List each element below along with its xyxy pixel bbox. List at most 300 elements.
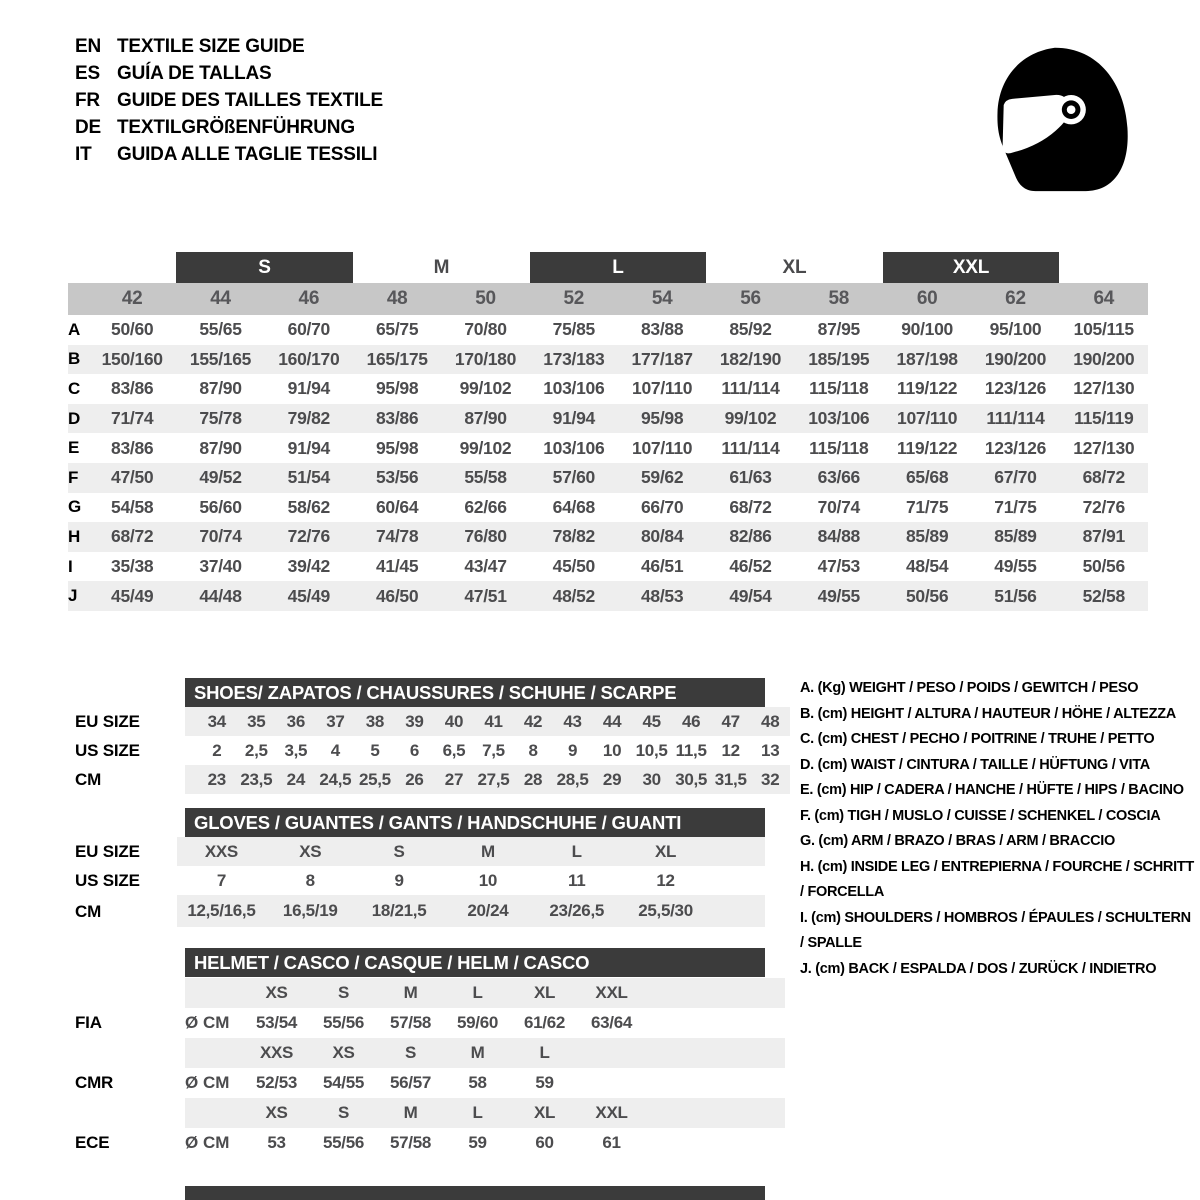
table-cell: 12 (721, 740, 740, 760)
table-cell: 11 (568, 870, 586, 890)
helmet-cmr-label: CMR (75, 1073, 114, 1092)
table-cell: 111/114 (721, 378, 780, 399)
table-cell: 27,5 (477, 769, 510, 789)
table-cell: 39 (405, 711, 424, 731)
size-table-row-f (68, 463, 1148, 493)
table-cell: L (472, 1103, 483, 1122)
shoes-us-size-row (185, 736, 790, 765)
table-cell: 10,5 (635, 740, 668, 760)
table-cell: 127/130 (1073, 378, 1135, 399)
language-title-list (75, 33, 383, 168)
table-cell: 40 (444, 711, 464, 731)
textile-size-table (68, 252, 1148, 611)
table-cell: 66/70 (640, 496, 684, 517)
table-cell: 58/62 (287, 496, 330, 517)
table-cell: 105/115 (1073, 319, 1134, 340)
gloves-us-size-row (177, 866, 765, 895)
table-cell: 35 (247, 711, 266, 731)
table-cell: 60 (535, 1133, 554, 1152)
page-title-fr: GUIDE DES TAILLES TEXTILE (117, 89, 383, 111)
language-code: EN (75, 35, 101, 57)
language-row-it (75, 141, 383, 168)
size-table-row-g (68, 493, 1148, 523)
size-table-row-b (68, 345, 1148, 375)
table-cell: 7 (216, 870, 226, 890)
table-cell: 57/58 (389, 1013, 432, 1032)
row-label: D (68, 408, 80, 428)
table-cell: 43 (563, 711, 582, 731)
table-cell: 55/56 (322, 1133, 365, 1152)
table-cell: 87/90 (464, 408, 507, 429)
language-row-es (75, 60, 383, 87)
table-cell: 58 (828, 288, 850, 309)
table-cell: M (403, 1103, 418, 1122)
table-cell: 25,5/30 (638, 901, 693, 920)
table-cell: 10 (478, 870, 498, 890)
table-cell: 75/78 (199, 408, 242, 429)
table-cell: 3,5 (284, 740, 308, 760)
gloves-eu-size-label: EU SIZE (75, 841, 140, 861)
row-label: I (68, 556, 73, 576)
table-cell: 99/102 (459, 437, 512, 458)
size-band-row (68, 252, 1148, 283)
table-cell: XXL (595, 1103, 628, 1122)
table-cell: 48 (761, 711, 780, 731)
table-cell: 111/114 (986, 408, 1045, 429)
table-cell: 74/78 (376, 526, 419, 547)
table-cell: 26 (405, 769, 424, 789)
table-cell: 61/62 (523, 1013, 566, 1032)
table-cell: 48/52 (552, 585, 595, 606)
table-cell: 27 (444, 769, 464, 789)
table-cell: XL (654, 841, 677, 861)
table-cell: S (337, 983, 350, 1002)
table-cell: 54/58 (111, 496, 154, 517)
table-cell: 71/75 (994, 496, 1037, 517)
table-cell: 53/56 (376, 467, 419, 488)
table-cell: 107/110 (897, 408, 958, 429)
table-cell: M (480, 841, 495, 861)
table-cell: 115/118 (809, 378, 869, 399)
table-cell: 46 (681, 711, 701, 731)
table-cell: XXS (259, 1043, 294, 1062)
table-cell: 42 (121, 288, 143, 309)
shoes-cm-row (185, 765, 790, 794)
table-cell: 75/85 (552, 319, 595, 340)
table-cell: 80/84 (640, 526, 684, 547)
table-cell: 11,5 (675, 740, 707, 760)
table-cell: 182/190 (719, 348, 782, 369)
size-table-row-h (68, 522, 1148, 552)
table-cell: 72/76 (1082, 496, 1125, 517)
measurement-legend (800, 676, 1198, 982)
language-row-fr (75, 87, 383, 114)
table-cell: 54 (651, 288, 673, 309)
helmet-ece-label: ECE (75, 1133, 110, 1152)
page-title-es: GUÍA DE TALLAS (117, 62, 272, 84)
table-cell: 59/60 (456, 1013, 499, 1032)
size-table-row-d (68, 404, 1148, 434)
table-cell: 29 (602, 769, 622, 789)
size-table-row-a (68, 315, 1148, 345)
table-cell: 123/126 (984, 437, 1047, 458)
table-cell: 63/66 (817, 467, 860, 488)
table-cell: 83/86 (111, 378, 154, 399)
table-cell: 12,5/16,5 (187, 901, 256, 920)
table-cell: 37/40 (199, 556, 242, 577)
table-cell: 32 (761, 769, 780, 789)
table-cell: 65/75 (376, 319, 419, 340)
table-cell: XXL (595, 983, 628, 1002)
table-cell: 50 (475, 288, 496, 309)
table-cell: 6 (409, 740, 419, 760)
table-cell: 18/21,5 (371, 901, 427, 920)
table-cell: 25,5 (358, 769, 391, 789)
table-cell: 2,5 (244, 740, 268, 760)
table-cell: 87/95 (817, 319, 860, 340)
language-code: IT (75, 143, 92, 165)
gloves-section-title: GLOVES / GUANTES / GANTS / HANDSCHUHE / GUANTI (185, 808, 765, 837)
table-cell: 95/100 (989, 319, 1042, 340)
table-cell: 70/74 (199, 526, 242, 547)
table-cell: 23,5 (240, 769, 273, 789)
table-cell: 47/50 (111, 467, 154, 488)
size-table-row-i (68, 552, 1148, 582)
table-cell: 71/75 (905, 496, 949, 517)
table-cell: 83/86 (111, 437, 154, 458)
table-cell: 155/165 (189, 348, 252, 369)
table-cell: 43/47 (464, 556, 507, 577)
table-cell: 31,5 (714, 769, 747, 789)
table-cell: 99/102 (459, 378, 512, 399)
table-cell: 61 (602, 1133, 621, 1152)
helmet-fia-label: FIA (75, 1013, 102, 1032)
table-cell: S (404, 1043, 417, 1062)
shoes-section-title: SHOES/ ZAPATOS / CHAUSSURES / SCHUHE / SCARPE (185, 678, 765, 707)
gloves-cm-row (177, 895, 765, 927)
table-cell: 85/92 (729, 319, 772, 340)
table-cell: 58 (468, 1073, 487, 1092)
table-cell: 30 (642, 769, 661, 789)
table-cell: 95/98 (376, 437, 419, 458)
table-cell: 23 (207, 769, 226, 789)
table-cell: L (539, 1043, 550, 1062)
table-cell: 127/130 (1073, 437, 1135, 458)
table-cell: 8 (305, 870, 315, 890)
table-cell: 13 (761, 740, 780, 760)
table-cell: 44 (602, 711, 622, 731)
table-cell: 160/170 (278, 348, 340, 369)
table-cell: 50/56 (1082, 556, 1125, 577)
table-cell: 39/42 (287, 556, 330, 577)
row-label: E (68, 438, 80, 458)
table-cell: 9 (567, 740, 578, 760)
table-cell: 185/195 (808, 348, 870, 369)
table-cell: 95/98 (376, 378, 419, 399)
table-cell: 2 (212, 740, 222, 760)
table-cell: 44 (210, 288, 231, 309)
table-cell: 42 (523, 711, 543, 731)
table-cell: 82/86 (729, 526, 772, 547)
table-cell: 76/80 (464, 526, 507, 547)
legend-item: D. (cm) WAIST / CINTURA / TAILLE / HÜFTUNG / VITA (800, 756, 1150, 773)
table-cell: XL (533, 983, 556, 1002)
table-cell: 51/54 (287, 467, 330, 488)
legend-item: H. (cm) INSIDE LEG / ENTREPIERNA / FOURCHE / SCHRITT / FORCELLA (800, 858, 1194, 900)
diameter-cm-label: Ø CM (185, 1013, 230, 1032)
table-cell: XS (265, 1103, 288, 1122)
helmet-ece-size-row (185, 1098, 785, 1128)
size-table-row-c (68, 374, 1148, 404)
table-cell: 103/106 (808, 408, 870, 429)
helmet-cmr-values-row (185, 1068, 785, 1098)
table-cell: 8 (528, 740, 538, 760)
shoes-us-size-label: US SIZE (75, 740, 140, 760)
table-cell: 72/76 (287, 526, 330, 547)
table-cell: 87/91 (1082, 526, 1125, 547)
table-cell: 23/26,5 (549, 901, 605, 920)
table-cell: 57/60 (552, 467, 595, 488)
table-cell: 67/70 (994, 467, 1037, 488)
table-cell: 55/56 (322, 1013, 365, 1032)
table-cell: 70/74 (817, 496, 860, 517)
gloves-eu-size-row (177, 837, 765, 866)
table-cell: 56/57 (389, 1073, 432, 1092)
table-cell: 55/58 (464, 467, 507, 488)
table-cell: 62/66 (464, 496, 507, 517)
size-band-xxl: XXL (883, 252, 1059, 283)
helmet-cmr-size-row (185, 1038, 785, 1068)
table-cell: 59 (535, 1073, 554, 1092)
helmet-fia-size-row (185, 978, 785, 1008)
table-cell: 68/72 (111, 526, 154, 547)
row-label: H (68, 526, 80, 546)
table-cell: 41 (484, 711, 503, 731)
table-cell: 70/80 (464, 319, 507, 340)
table-cell: 52/53 (255, 1073, 298, 1092)
legend-item: A. (Kg) WEIGHT / PESO / POIDS / GEWITCH / PESO (800, 680, 1139, 696)
racing-helmet-icon (982, 40, 1137, 198)
table-cell: 52/58 (1082, 585, 1125, 606)
table-cell: 115/118 (809, 437, 869, 458)
table-cell: S (393, 841, 405, 861)
table-cell: 56 (740, 288, 761, 309)
page-title-en: TEXTILE SIZE GUIDE (117, 35, 305, 57)
language-code: ES (75, 62, 100, 84)
table-cell: 119/122 (897, 378, 958, 399)
diameter-cm-label: Ø CM (185, 1073, 230, 1092)
table-cell: 95/98 (640, 408, 684, 429)
gloves-cm-label: CM (75, 901, 102, 921)
table-cell: 50/60 (111, 319, 154, 340)
legend-item: G. (cm) ARM / BRAZO / BRAS / ARM / BRACCIO (800, 833, 1115, 849)
table-cell: XS (265, 983, 288, 1002)
table-cell: 30,5 (675, 769, 708, 789)
table-cell: 52 (563, 288, 585, 309)
table-cell: 91/94 (287, 437, 330, 458)
row-label: J (68, 586, 78, 606)
table-cell: 49/55 (817, 585, 860, 606)
table-cell: XS (299, 841, 322, 861)
row-label: F (68, 467, 79, 487)
size-table-row-e (68, 433, 1148, 463)
table-cell: XS (332, 1043, 355, 1062)
table-cell: 45/50 (552, 556, 595, 577)
table-cell: 24,5 (319, 769, 352, 789)
size-band-s: S (176, 252, 353, 283)
table-cell: 99/102 (724, 408, 777, 429)
table-cell: 60 (916, 288, 938, 309)
table-cell: 48/53 (640, 585, 684, 606)
table-cell: 34 (207, 711, 226, 731)
table-cell: 9 (394, 870, 404, 890)
table-cell: 6,5 (442, 740, 466, 760)
page-title-it: GUIDA ALLE TAGLIE TESSILI (117, 143, 378, 165)
table-cell: XL (533, 1103, 556, 1122)
table-cell: 36 (286, 711, 305, 731)
table-cell: 68/72 (729, 496, 772, 517)
legend-item: I. (cm) SHOULDERS / HOMBROS / ÉPAULES / SCHULTERN / SPALLE (800, 909, 1191, 951)
table-cell: 48/54 (905, 556, 949, 577)
table-cell: 64 (1093, 288, 1115, 309)
table-cell: 190/200 (1073, 348, 1135, 369)
size-band-m: M (433, 256, 450, 278)
table-cell: 62 (1005, 288, 1026, 309)
shoes-eu-size-label: EU SIZE (75, 711, 140, 731)
shoes-eu-size-row (185, 707, 790, 736)
helmet-ece-values-row (185, 1128, 785, 1158)
table-cell: 4 (330, 740, 340, 760)
table-cell: 47 (721, 711, 740, 731)
table-cell: 5 (370, 740, 380, 760)
table-cell: 38 (365, 711, 385, 731)
table-cell: 35/38 (111, 556, 154, 577)
row-label: G (68, 497, 81, 517)
table-cell: 103/106 (543, 378, 605, 399)
table-cell: 46/50 (376, 585, 419, 606)
table-cell: 190/200 (984, 348, 1047, 369)
table-cell: 68/72 (1082, 467, 1125, 488)
table-cell: 60/70 (287, 319, 330, 340)
table-cell: 49/52 (199, 467, 242, 488)
table-cell: S (337, 1103, 350, 1122)
table-cell: 46/51 (640, 556, 684, 577)
table-cell: 46/52 (729, 556, 772, 577)
table-cell: 90/100 (901, 319, 953, 340)
language-code: DE (75, 116, 101, 138)
table-cell: 83/88 (640, 319, 684, 340)
language-code: FR (75, 89, 100, 111)
table-cell: 115/119 (1074, 408, 1134, 429)
table-cell: 45/49 (111, 585, 154, 606)
table-cell: 63/64 (590, 1013, 633, 1032)
table-cell: 85/89 (905, 526, 949, 547)
legend-item: F. (cm) TIGH / MUSLO / CUISSE / SCHENKEL / COSCIA (800, 807, 1161, 824)
table-cell: M (470, 1043, 485, 1062)
table-cell: 87/90 (199, 378, 242, 399)
table-cell: 64/68 (552, 496, 595, 517)
table-cell: 85/89 (994, 526, 1037, 547)
table-cell: 91/94 (552, 408, 595, 429)
table-cell: 170/180 (454, 348, 517, 369)
page-title-de: TEXTILGRÖßENFÜHRUNG (117, 116, 355, 138)
table-cell: 49/55 (994, 556, 1037, 577)
table-cell: 24 (286, 769, 305, 789)
size-band-xl: XL (782, 256, 807, 278)
table-cell: 65/68 (905, 467, 949, 488)
table-cell: L (571, 841, 582, 861)
table-cell: 173/183 (543, 348, 605, 369)
table-cell: 44/48 (199, 585, 242, 606)
table-cell: 91/94 (287, 378, 330, 399)
table-cell: 59 (468, 1133, 487, 1152)
table-cell: 84/88 (817, 526, 860, 547)
row-label: C (68, 378, 80, 398)
table-cell: 165/175 (366, 348, 428, 369)
table-cell: 150/160 (101, 348, 163, 369)
row-label: B (68, 349, 80, 369)
table-cell: 55/65 (199, 319, 242, 340)
helmet-section-title: HELMET / CASCO / CASQUE / HELM / CASCO (185, 948, 765, 977)
table-cell: 47/51 (464, 585, 507, 606)
table-cell: 61/63 (729, 467, 772, 488)
table-cell: 53 (267, 1133, 286, 1152)
table-cell: 10 (602, 740, 622, 760)
legend-item: E. (cm) HIP / CADERA / HANCHE / HÜFTE / HIPS / BACINO (800, 782, 1184, 798)
column-header-row (68, 283, 1148, 315)
table-cell: 59/62 (640, 467, 684, 488)
table-cell: 119/122 (897, 437, 958, 458)
table-cell: 45 (642, 711, 661, 731)
size-band-l: L (530, 252, 706, 283)
bottom-divider-bar (185, 1186, 765, 1200)
table-cell: 60/64 (376, 496, 419, 517)
diameter-cm-label: Ø CM (185, 1133, 230, 1152)
language-row-en (75, 33, 383, 60)
table-cell: 51/56 (994, 585, 1037, 606)
table-cell: 7,5 (482, 740, 505, 760)
table-cell: 28 (523, 769, 543, 789)
table-cell: 46 (298, 288, 320, 309)
table-cell: 47/53 (817, 556, 860, 577)
table-cell: 71/74 (111, 408, 154, 429)
language-row-de (75, 114, 383, 141)
table-cell: 45/49 (287, 585, 330, 606)
shoes-cm-label: CM (75, 769, 102, 789)
table-cell: 111/114 (721, 437, 780, 458)
table-cell: 16,5/19 (282, 901, 338, 920)
gloves-us-size-label: US SIZE (75, 870, 140, 890)
legend-item: B. (cm) HEIGHT / ALTURA / HAUTEUR / HÖHE / ALTEZZA (800, 705, 1176, 722)
table-cell: 57/58 (389, 1133, 432, 1152)
table-cell: 87/90 (199, 437, 242, 458)
legend-item: J. (cm) BACK / ESPALDA / DOS / ZURÜCK / INDIETRO (800, 960, 1157, 977)
table-cell: 28,5 (556, 769, 589, 789)
table-cell: 187/198 (896, 348, 958, 369)
table-cell: M (403, 983, 418, 1002)
table-cell: 123/126 (984, 378, 1047, 399)
table-cell: 12 (656, 870, 675, 890)
table-cell: 83/86 (376, 408, 419, 429)
legend-item: C. (cm) CHEST / PECHO / POITRINE / TRUHE / PETTO (800, 731, 1155, 747)
table-cell: 53/54 (255, 1013, 298, 1032)
table-cell: XXS (204, 841, 238, 861)
table-cell: 103/106 (543, 437, 605, 458)
table-cell: 78/82 (552, 526, 595, 547)
table-cell: 107/110 (632, 378, 693, 399)
table-cell: L (472, 983, 483, 1002)
table-cell: 56/60 (199, 496, 242, 517)
